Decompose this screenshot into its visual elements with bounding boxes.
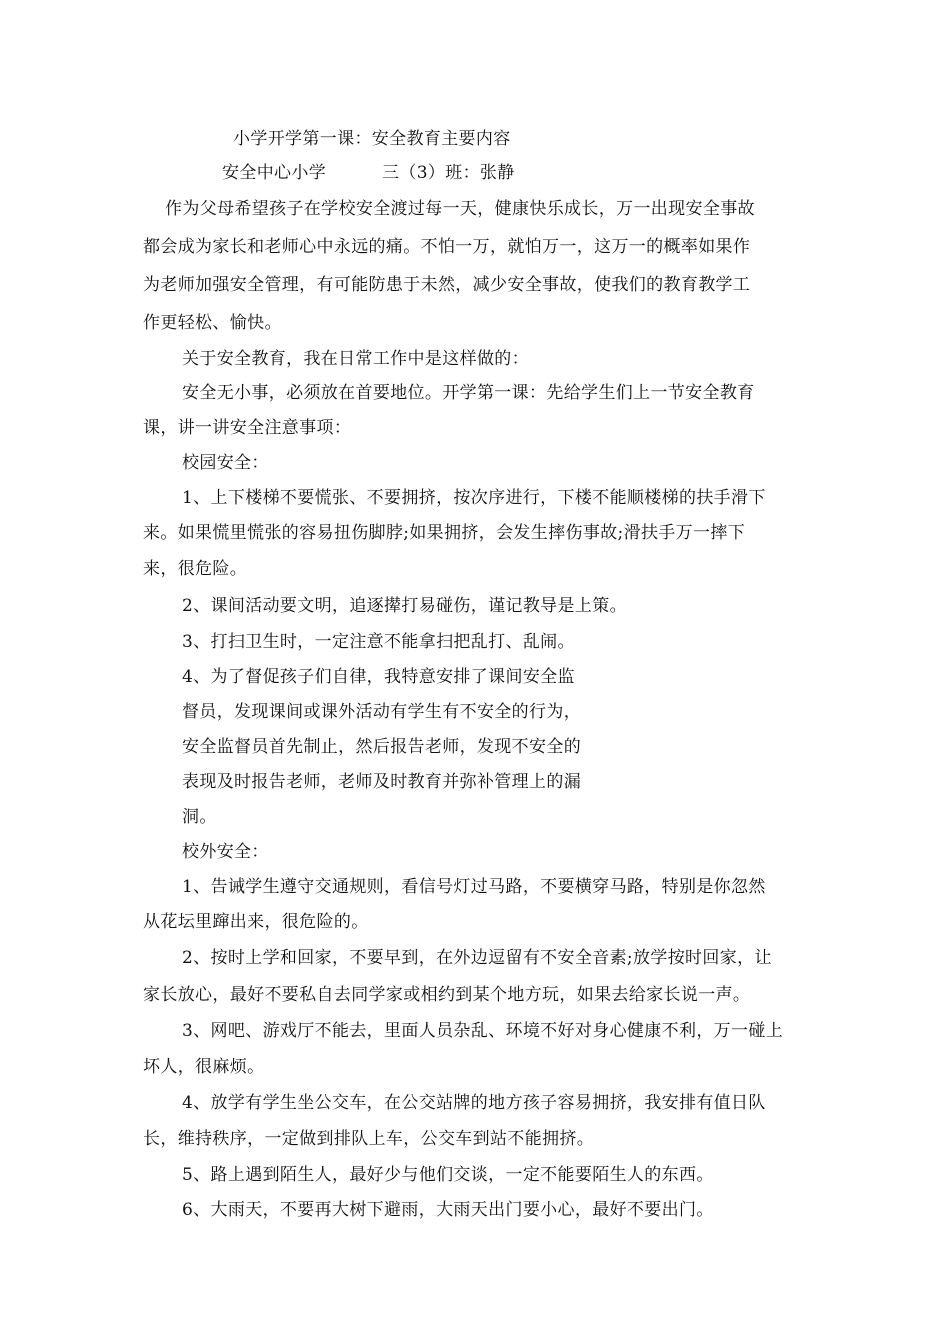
list-item-line: 坏人，很麻烦。 (143, 1057, 265, 1077)
list-item-line: 2、按时上学和回家，不要早到，在外边逗留有不安全音素;放学按时回家，让 (182, 948, 772, 968)
paragraph-line: 作更轻松、愉快。 (143, 313, 282, 333)
section-heading: 校外安全： (182, 842, 269, 862)
document-byline (222, 161, 515, 185)
list-item-line: 来。如果慌里慌张的容易扭伤脚脖;如果拥挤，会发生摔伤事故;滑扶手万一摔下 (143, 523, 746, 543)
paragraph-line: 关于安全教育，我在日常工作中是这样做的： (182, 349, 529, 369)
list-item-line: 4、为了督促孩子们自律，我特意安排了课间安全监 (182, 667, 575, 687)
list-item-line: 5、路上遇到陌生人，最好少与他们交谈，一定不能要陌生人的东西。 (182, 1165, 714, 1185)
list-item-line: 安全监督员首先制止，然后报告老师，发现不安全的 (182, 737, 582, 757)
paragraph-line: 作为父母希望孩子在学校安全渡过每一天，健康快乐成长，万一出现安全事故 (165, 199, 755, 219)
paragraph-line: 课，讲一讲安全注意事项： (143, 418, 352, 438)
class-teacher: 三（3）班：张静 (382, 163, 515, 183)
list-item-line: 3、网吧、游戏厅不能去，里面人员杂乱、环境不好对身心健康不利，万一碰上 (182, 1021, 784, 1041)
list-item-line: 2、课间活动要文明，追逐撵打易碰伤，谨记教导是上策。 (182, 596, 627, 616)
paragraph-line: 为老师加强安全管理，有可能防患于未然，减少安全事故，使我们的教育教学工 (143, 275, 751, 295)
paragraph-line: 都会成为家长和老师心中永远的痛。不怕一万，就怕万一，这万一的概率如果作 (143, 237, 751, 257)
list-item-line: 表现及时报告老师，老师及时教育并弥补管理上的漏 (182, 772, 582, 792)
list-item-line: 洞。 (182, 807, 217, 827)
list-item-line: 督员，发现课间或课外活动有学生有不安全的行为， (182, 702, 582, 722)
list-item-line: 3、打扫卫生时，一定注意不能拿扫把乱打、乱闹。 (182, 632, 575, 652)
list-item-line: 来，很危险。 (143, 559, 248, 579)
paragraph-line: 安全无小事，必须放在首要地位。开学第一课：先给学生们上一节安全教育 (182, 383, 755, 403)
list-item-line: 1、上下楼梯不要慌张、不要拥挤，按次序进行，下楼不能顺楼梯的扶手滑下 (182, 488, 766, 508)
list-item-line: 4、放学有学生坐公交车，在公交站牌的地方孩子容易拥挤，我安排有值日队 (182, 1093, 766, 1113)
list-item-line: 1、告诫学生遵守交通规则，看信号灯过马路，不要横穿马路，特别是你忽然 (182, 877, 766, 897)
school-name: 安全中心小学 (222, 163, 327, 183)
section-heading: 校园安全： (182, 453, 269, 473)
document-title: 小学开学第一课：安全教育主要内容 (233, 129, 511, 149)
list-item-line: 6、大雨天，不要再大树下避雨，大雨天出门要小心，最好不要出门。 (182, 1200, 714, 1220)
list-item-line: 长，维持秩序，一定做到排队上车，公交车到站不能拥挤。 (143, 1129, 595, 1149)
list-item-line: 从花坛里蹿出来，很危险的。 (143, 912, 369, 932)
list-item-line: 家长放心，最好不要私自去同学家或相约到某个地方玩，如果去给家长说一声。 (143, 985, 751, 1005)
